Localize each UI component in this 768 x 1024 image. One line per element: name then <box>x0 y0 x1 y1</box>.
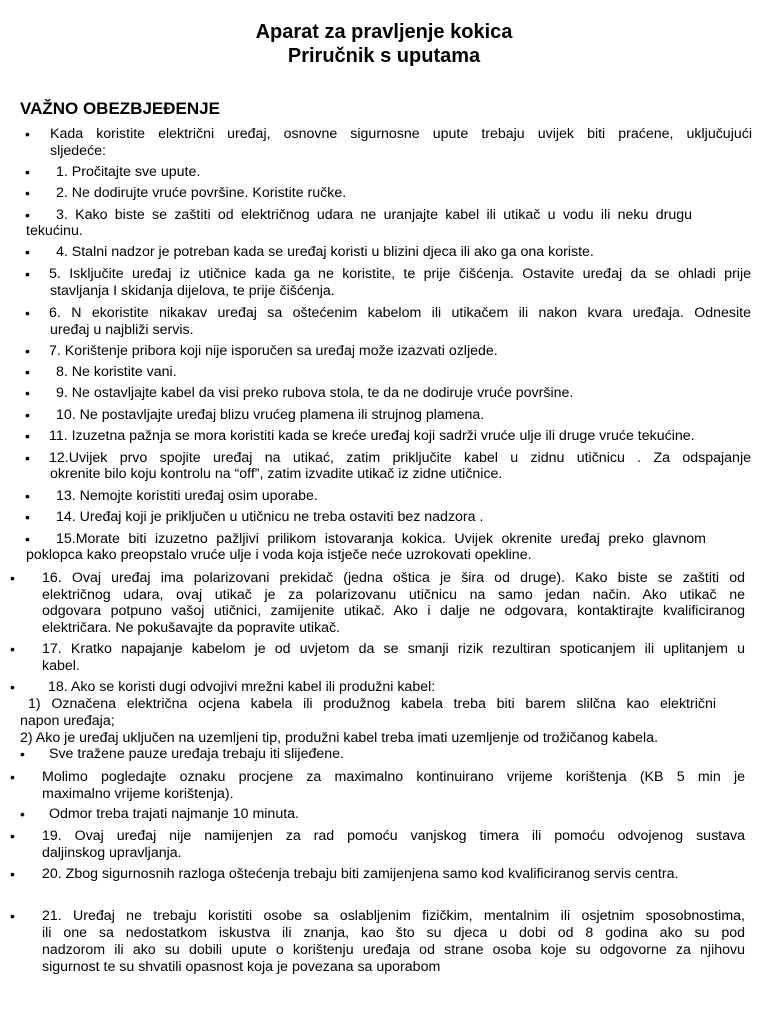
text-line: okrenite bilo koju kontrolu na “off”, zatim izvadite utikač iz zidne utičnice. <box>50 466 503 482</box>
text-line: 3. Kako biste se zaštiti od električnog udara ne uranjajte kabel ili utikač u vodu ili neku drugu <box>56 207 692 223</box>
text-line: električnog udara, ovaj utikač je za polarizovanu utičnicu na samo jedan način. Ako utikač ne <box>42 587 745 603</box>
text-line: 11. Izuzetna pažnja se mora koristiti kada se kreće uređaj koji sadrži vruće ulje ili druge vruće tekućine. <box>49 428 695 444</box>
text-line: 2. Ne dodirujte vruće površine. Koristite ručke. <box>56 185 347 201</box>
text-line: maximalno vrijeme korištenja). <box>42 786 234 802</box>
text-line: daljinskog upravljanja. <box>42 845 182 861</box>
text-line: 20. Zbog sigurnosnih razloga oštećenja trebaju biti zamijenjena samo kod kvalificiranog servis centra. <box>42 866 679 882</box>
text-line: odgovara potpuno vašoj utičnici, zamijenite utikač. Ako i dalje ne odgovara, kontaktirajte kvalificiranog <box>42 603 745 619</box>
bullet-icon: • <box>20 746 25 762</box>
text-line: 7. Korištenje pribora koji nije isporučen sa uređaj može izazvati ozljede. <box>49 343 498 359</box>
text-line: sljedeće: <box>50 143 106 159</box>
bullet-icon: • <box>25 428 30 444</box>
bullet-icon: • <box>25 509 30 525</box>
bullet-icon: • <box>25 450 30 466</box>
bullet-icon: • <box>25 364 30 380</box>
text-line: 10. Ne postavljajte uređaj blizu vrućeg plamena ili strujnog plamena. <box>56 407 485 423</box>
bullet-icon: • <box>25 305 30 321</box>
text-line: kabel. <box>42 658 80 674</box>
bullet-icon: • <box>25 488 30 504</box>
text-line: ili one sa nedostatkom iskustva ili znanja, kao što su djeca u dobi od 8 godina ako su pod <box>42 925 745 941</box>
text-line: 21. Uređaj ne trebaju koristiti osobe sa oslabljenim fizičkim, mentalnim ili osjetnim sposobnostima, <box>42 908 745 924</box>
bullet-icon: • <box>10 828 15 844</box>
text-line: Odmor treba trajati najmanje 10 minuta. <box>49 806 299 822</box>
bullet-icon: • <box>10 866 15 882</box>
bullet-icon: • <box>25 185 30 201</box>
section-heading: VAŽNO OBEZBJEĐENJE <box>20 99 220 118</box>
text-line: 18. Ako se koristi dugi odvojivi mrežni kabel ili produžni kabel: <box>48 679 436 695</box>
bullet-icon: • <box>10 570 15 586</box>
bullet-icon: • <box>25 164 30 180</box>
text-line: 5. Isključite uređaj iz utičnice kada ga ne koristite, te prije čišćenja. Ostavite uređaj da se ohladi prije <box>49 266 751 282</box>
text-line: električara. Ne pokušavajte da popravite utikač. <box>42 620 341 636</box>
text-line: Molimo pogledajte oznaku procjene za maximalno kontinuirano vrijeme korištenja (KB 5 min je <box>42 769 745 785</box>
text-line: 13. Nemojte koristiti uređaj osim uporabe. <box>56 488 318 504</box>
bullet-icon: • <box>25 244 30 260</box>
text-line: 12.Uvijek prvo spojite uređaj na utikać, zatim priključite kabel u zidnu utičnicu . Za odspajanje <box>49 450 751 466</box>
text-line: 1) Označena električna ocjena kabela ili produžnog kabela treba biti barem slilčna kao električni <box>28 696 716 712</box>
text-line: stavljanja I skidanja dijelova, te prije čišćenja. <box>50 283 335 299</box>
text-line: poklopca kako preopstalo vruće ulje i voda koja istječe neće uzrokovati opekline. <box>26 547 532 563</box>
bullet-icon: • <box>25 531 30 547</box>
text-line: 4. Stalni nadzor je potreban kada se uređaj koristi u blizini djeca ili ako ga ona koriste. <box>56 244 594 260</box>
text-line: napon uređaja; <box>20 713 115 729</box>
bullet-icon: • <box>10 641 15 657</box>
bullet-icon: • <box>10 908 15 924</box>
text-line: tekućinu. <box>26 223 83 239</box>
bullet-icon: • <box>25 385 30 401</box>
text-line: 1. Pročitajte sve upute. <box>56 164 201 180</box>
text-line: sigurnost te su shvatili opasnost koja je povezana sa uporabom <box>42 959 441 975</box>
text-line: 19. Ovaj uređaj nije namijenjen za rad pomoću vanjskog timera ili pomoću odvojenog sustava <box>42 828 745 844</box>
text-line: Sve tražene pauze uređaja trebaju iti slijeđene. <box>49 746 344 762</box>
bullet-icon: • <box>25 266 30 282</box>
bullet-icon: • <box>25 343 30 359</box>
text-line: Kada koristite električni uređaj, osnovne sigurnosne upute trebaju uvijek biti praćene, uključujući <box>50 126 752 142</box>
bullet-icon: • <box>10 769 15 785</box>
text-line: 14. Uređaj koji je priključen u utičnicu ne treba ostaviti bez nadzora . <box>56 509 484 525</box>
bullet-icon: • <box>10 679 15 695</box>
bullet-icon: • <box>20 806 25 822</box>
text-line: uređaj u najbliži servis. <box>50 322 194 338</box>
document-subtitle: Priručnik s uputama <box>287 45 481 67</box>
bullet-icon: • <box>25 126 30 142</box>
bullet-icon: • <box>25 407 30 423</box>
text-line: 16. Ovaj uređaj ima polarizovani prekidač (jedna oštica je šira od druge). Kako biste se zaštiti od <box>42 570 745 586</box>
text-line: nadzorom ili ako su dobili upute o korištenju uređaja od strane osoba koje su odgovorne za njihovu <box>42 942 745 958</box>
document-title: Aparat za pravljenje kokica <box>255 21 513 43</box>
text-line: 9. Ne ostavljajte kabel da visi preko rubova stola, te da ne dodiruje vruće površine. <box>56 385 574 401</box>
bullet-icon: • <box>25 207 30 223</box>
text-line: 17. Kratko napajanje kabelom je od uvjetom da se smanji rizik rezultiran spoticanjem ili uplitanjem u <box>42 641 745 657</box>
text-line: 15.Morate biti izuzetno pažljivi prilikom istovaranja kokica. Uvijek okrenite uređaj preko glavnom <box>56 531 706 547</box>
text-line: 8. Ne koristite vani. <box>56 364 177 380</box>
text-line: 2) Ako je uređaj uključen na uzemljeni tip, produžni kabel treba imati uzemljenje od trožičanog kabela. <box>20 730 659 746</box>
text-line: 6. N ekoristite nikakav uređaj sa oštećenim kabelom ili utikačem ili nakon kvara uređaja. Odnesite <box>49 305 751 321</box>
